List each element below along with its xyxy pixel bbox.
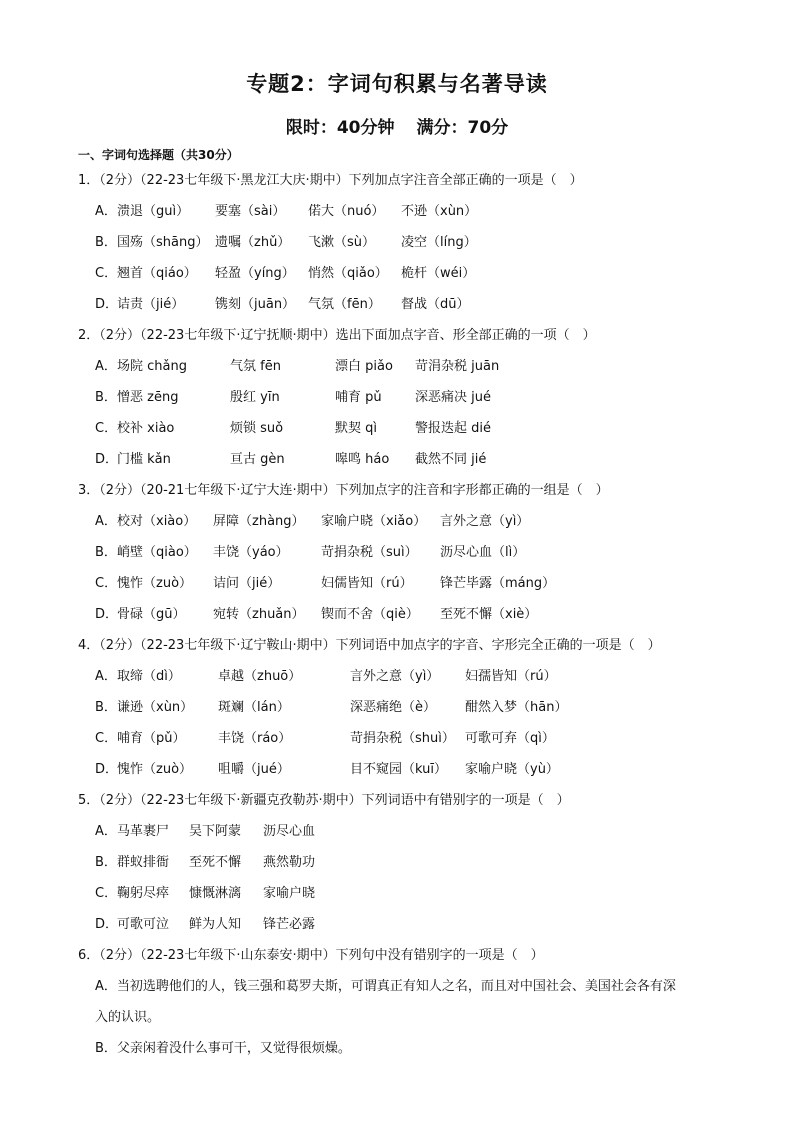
option-term: 门槛 kǎn <box>117 452 171 467</box>
option-label: B． <box>95 545 117 560</box>
option-term: 国殇（shāng） <box>117 235 209 250</box>
option-term: 督战（dū） <box>401 297 470 312</box>
option-term: 场院 chǎng <box>117 359 187 374</box>
option-term: 默契 qì <box>335 421 377 436</box>
option-term: 鞠躬尽瘁 <box>117 886 170 901</box>
option-term: 屏障（zhàng） <box>213 514 305 529</box>
option-term: 沥尽心血 <box>263 824 316 839</box>
option-term: 燕然勒功 <box>263 855 316 870</box>
option-label: C． <box>95 731 118 746</box>
paragraph-line: A．当初选聘他们的人，钱三强和葛罗夫斯，可谓真正有知人之名，而且对中国社会、美国社会各有深 <box>95 979 676 994</box>
option-term: 锲而不舍（qiè） <box>321 607 419 622</box>
option-term: 至死不懈（xiè） <box>440 607 538 622</box>
option-term: 取缔（dì） <box>117 669 181 684</box>
option-term: 截然不同 jié <box>415 452 487 467</box>
question-stem: 1．（2分）（22-23七年级下·黑龙江大庆·期中）下列加点字注音全部正确的一项是（ ） <box>78 173 583 188</box>
option-term: 吴下阿蒙 <box>189 824 242 839</box>
option-term: 憎恶 zēng <box>117 390 179 405</box>
page-title: 专题2：字词句积累与名著导读 <box>246 72 548 96</box>
option-term: 谦逊（xùn） <box>117 700 194 715</box>
option-label: A． <box>95 669 117 684</box>
option-label: A． <box>95 824 117 839</box>
option-label: A． <box>95 359 117 374</box>
option-term: 马革裹尸 <box>117 824 170 839</box>
option-term: 苛捐杂税（suì） <box>321 545 418 560</box>
option-label: A． <box>95 514 117 529</box>
option-term: 哺育（pǔ） <box>117 731 186 746</box>
option-term: 家喻户晓 <box>263 886 316 901</box>
option-term: 妇儒皆知（rú） <box>321 576 413 591</box>
option-term: 苛涓杂税 juān <box>415 359 500 374</box>
option-label: D． <box>95 607 119 622</box>
option-term: 轻盈（yíng） <box>215 266 295 281</box>
option-term: 殷红 yīn <box>230 390 280 405</box>
option-term: 烦锁 suǒ <box>230 421 284 436</box>
option-term: 校对（xiào） <box>117 514 197 529</box>
option-term: 咀嚼（jué） <box>218 762 290 777</box>
option-term: 妇孺皆知（rú） <box>465 669 557 684</box>
option-term: 言外之意（yì） <box>440 514 530 529</box>
option-term: 慷慨淋漓 <box>189 886 242 901</box>
option-label: C． <box>95 266 118 281</box>
option-label: C． <box>95 886 118 901</box>
option-term: 警报迭起 dié <box>415 421 491 436</box>
option-term: 苛捐杂税（shuì） <box>350 731 455 746</box>
option-label: B． <box>95 700 117 715</box>
option-label: C． <box>95 421 118 436</box>
option-term: 诘责（jié） <box>117 297 185 312</box>
option-term: 家喻户晓（yù） <box>465 762 559 777</box>
option-term: 酣然入梦（hān） <box>465 700 568 715</box>
option-label: D． <box>95 297 119 312</box>
option-term: 校补 xiào <box>117 421 175 436</box>
question-stem: 2．（2分）（22-23七年级下·辽宁抚顺·期中）选出下面加点字音、形全部正确的一项（ ） <box>78 328 596 343</box>
option-term: 家喻户晓（xiǎo） <box>321 514 427 529</box>
option-term: 诘问（jié） <box>213 576 281 591</box>
option-term: 深恶痛绝（è） <box>350 700 436 715</box>
option-term: 宛转（zhuǎn） <box>213 607 305 622</box>
option-term: 丰饶（yáo） <box>213 545 289 560</box>
option-term: 愧怍（zuò） <box>117 762 193 777</box>
question-stem: 5．（2分）（22-23七年级下·新疆克孜勒苏·期中）下列词语中有错别字的一项是（ ） <box>78 793 570 808</box>
option-term: 锋芒必露 <box>263 917 316 932</box>
option-term: 漂白 piǎo <box>335 359 393 374</box>
option-term: 斑斓（lán） <box>218 700 290 715</box>
option-term: 溃退（guì） <box>117 204 190 219</box>
option-term: 偌大（nuó） <box>308 204 385 219</box>
option-term: 峭壁（qiào） <box>117 545 197 560</box>
option-term: 言外之意（yì） <box>350 669 440 684</box>
option-term: 凌空（líng） <box>401 235 477 250</box>
paragraph-line: 入的认识。 <box>95 1010 161 1025</box>
option-label: D． <box>95 762 119 777</box>
option-label: B． <box>95 855 117 870</box>
question-stem: 3．（2分）（20-21七年级下·辽宁大连·期中）下列加点字的注音和字形都正确的一组是（ ） <box>78 483 609 498</box>
option-term: 悄然（qiǎo） <box>308 266 388 281</box>
option-label: A． <box>95 204 117 219</box>
option-term: 丰饶（ráo） <box>218 731 292 746</box>
question-stem: 4．（2分）（22-23七年级下·辽宁鞍山·期中）下列词语中加点字的字音、字形完全正确的一项是（ ） <box>78 638 661 653</box>
option-term: 气氛 fēn <box>230 359 281 374</box>
option-term: 遗嘱（zhǔ） <box>215 235 291 250</box>
option-term: 亘古 gèn <box>230 452 285 467</box>
time-limit: 限时：40分钟 <box>285 118 395 138</box>
full-score: 满分：70分 <box>416 118 509 138</box>
option-term: 卓越（zhuō） <box>218 669 302 684</box>
option-term: 深恶痛决 jué <box>415 390 491 405</box>
question-stem: 6．（2分）（22-23七年级下·山东泰安·期中）下列句中没有错别字的一项是（ ） <box>78 948 544 963</box>
option-term: 愧怍（zuò） <box>117 576 193 591</box>
option-term: 目不窥园（kuī） <box>350 762 447 777</box>
option-term: 沥尽心血（lì） <box>440 545 526 560</box>
section-heading: 一、字词句选择题（共30分） <box>78 148 239 162</box>
option-term: 要塞（sài） <box>215 204 286 219</box>
option-label: B． <box>95 235 117 250</box>
option-term: 气氛（fēn） <box>308 297 381 312</box>
option-term: 桅杆（wéi） <box>401 266 476 281</box>
page-subtitle <box>0 113 794 138</box>
option-term: 不逊（xùn） <box>401 204 478 219</box>
option-term: 鲜为人知 <box>189 917 242 932</box>
option-label: C． <box>95 576 118 591</box>
option-term: 可歌可弃（qì） <box>465 731 555 746</box>
option-term: 锋芒毕露（máng） <box>440 576 556 591</box>
option-term: 哺育 pǔ <box>335 390 382 405</box>
paragraph-line: B．父亲闲着没什么事可干，又觉得很烦燥。 <box>95 1041 351 1056</box>
option-term: 可歌可泣 <box>117 917 170 932</box>
option-term: 群蚁排衙 <box>117 855 170 870</box>
option-label: D． <box>95 917 119 932</box>
option-term: 飞漱（sù） <box>308 235 376 250</box>
option-term: 镌刻（juān） <box>215 297 296 312</box>
option-term: 嗥鸣 háo <box>335 452 390 467</box>
option-term: 翘首（qiáo） <box>117 266 197 281</box>
option-term: 骨碌（gū） <box>117 607 186 622</box>
option-label: B． <box>95 390 117 405</box>
option-label: D． <box>95 452 119 467</box>
option-term: 至死不懈 <box>189 855 242 870</box>
